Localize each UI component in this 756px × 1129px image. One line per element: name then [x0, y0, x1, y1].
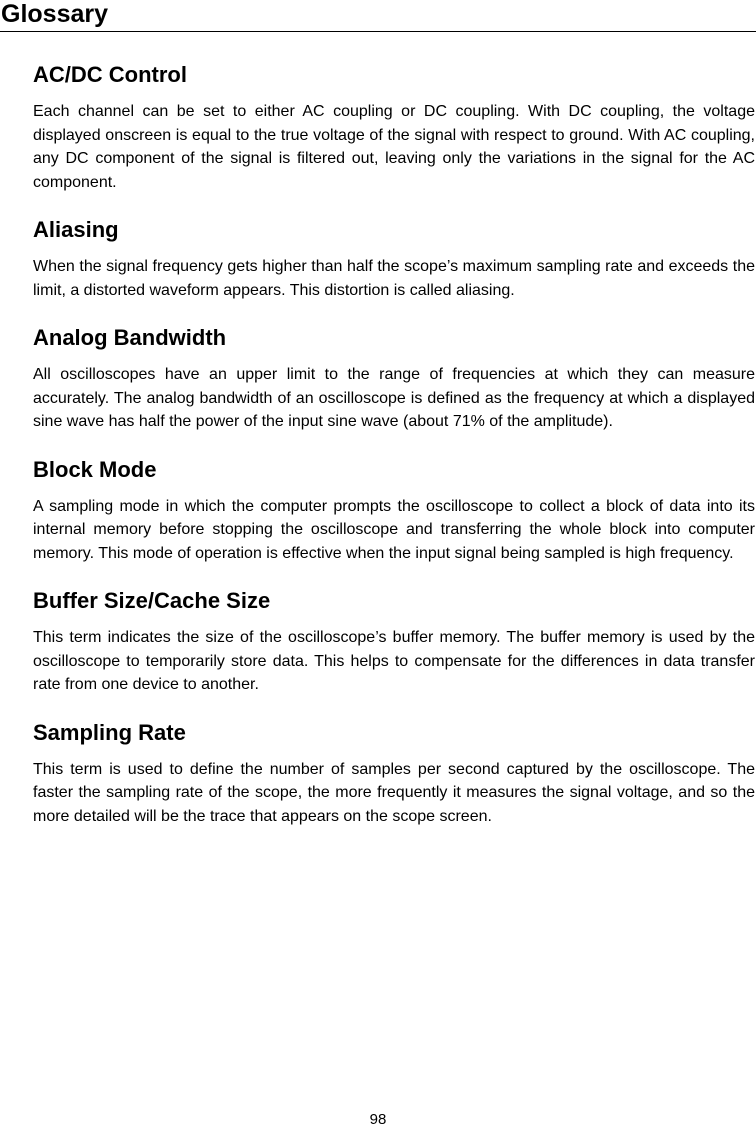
- glossary-definition: A sampling mode in which the computer prompts the oscilloscope to collect a block of data into its internal memory before stopping the oscilloscope and transferring the whole block into computer memory. This mode of operation is effective when the input signal being sampled is high frequency.: [33, 497, 755, 562]
- glossary-definition: All oscilloscopes have an upper limit to the range of frequencies at which they can measure accurately. The analog bandwidth of an oscilloscope is defined as the frequency at which a displayed sine wave has half the power of the input sine wave (about 71% of the amplitude).: [33, 366, 755, 430]
- glossary-term: Buffer Size/Cache Size: [33, 588, 271, 613]
- glossary-definition: When the signal frequency gets higher than half the scope’s maximum sampling rate and exceeds the limit, a distorted waveform appears. This distortion is called aliasing.: [33, 258, 755, 299]
- glossary-definition: This term indicates the size of the oscilloscope’s buffer memory. The buffer memory is used by the oscilloscope to temporarily store data. This helps to compensate for the differences in data transfer rate from one device to another.: [33, 629, 755, 693]
- glossary-entry-block-mode: [33, 457, 755, 566]
- glossary-entry-aliasing: [33, 217, 755, 302]
- glossary-definition: Each channel can be set to either AC coupling or DC coupling. With DC coupling, the voltage displayed onscreen is equal to the true voltage of the signal with respect to ground. With AC coupling, any DC component of the signal is filtered out, leaving only the variations in the signal for the AC component.: [33, 103, 755, 191]
- page-title: Glossary: [1, 0, 109, 28]
- page-number: 98: [369, 1111, 387, 1128]
- glossary-definition: This term is used to define the number of samples per second captured by the oscilloscope. The faster the sampling rate of the scope, the more frequently it measures the signal voltage, and so the more detailed will be the trace that appears on the scope screen.: [33, 760, 755, 825]
- glossary-content: [33, 62, 755, 851]
- page-header: [0, 0, 756, 32]
- glossary-term: Sampling Rate: [33, 719, 186, 745]
- glossary-term: Analog Bandwidth: [33, 325, 227, 350]
- glossary-entry-analog-bandwidth: [33, 325, 755, 434]
- glossary-term: Block Mode: [33, 456, 157, 482]
- glossary-entry-ac-dc-control: [33, 62, 755, 194]
- glossary-entry-buffer-size: [33, 588, 755, 697]
- glossary-entry-sampling-rate: [33, 720, 755, 829]
- glossary-term: AC/DC Control: [33, 62, 187, 87]
- glossary-term: Aliasing: [33, 217, 119, 242]
